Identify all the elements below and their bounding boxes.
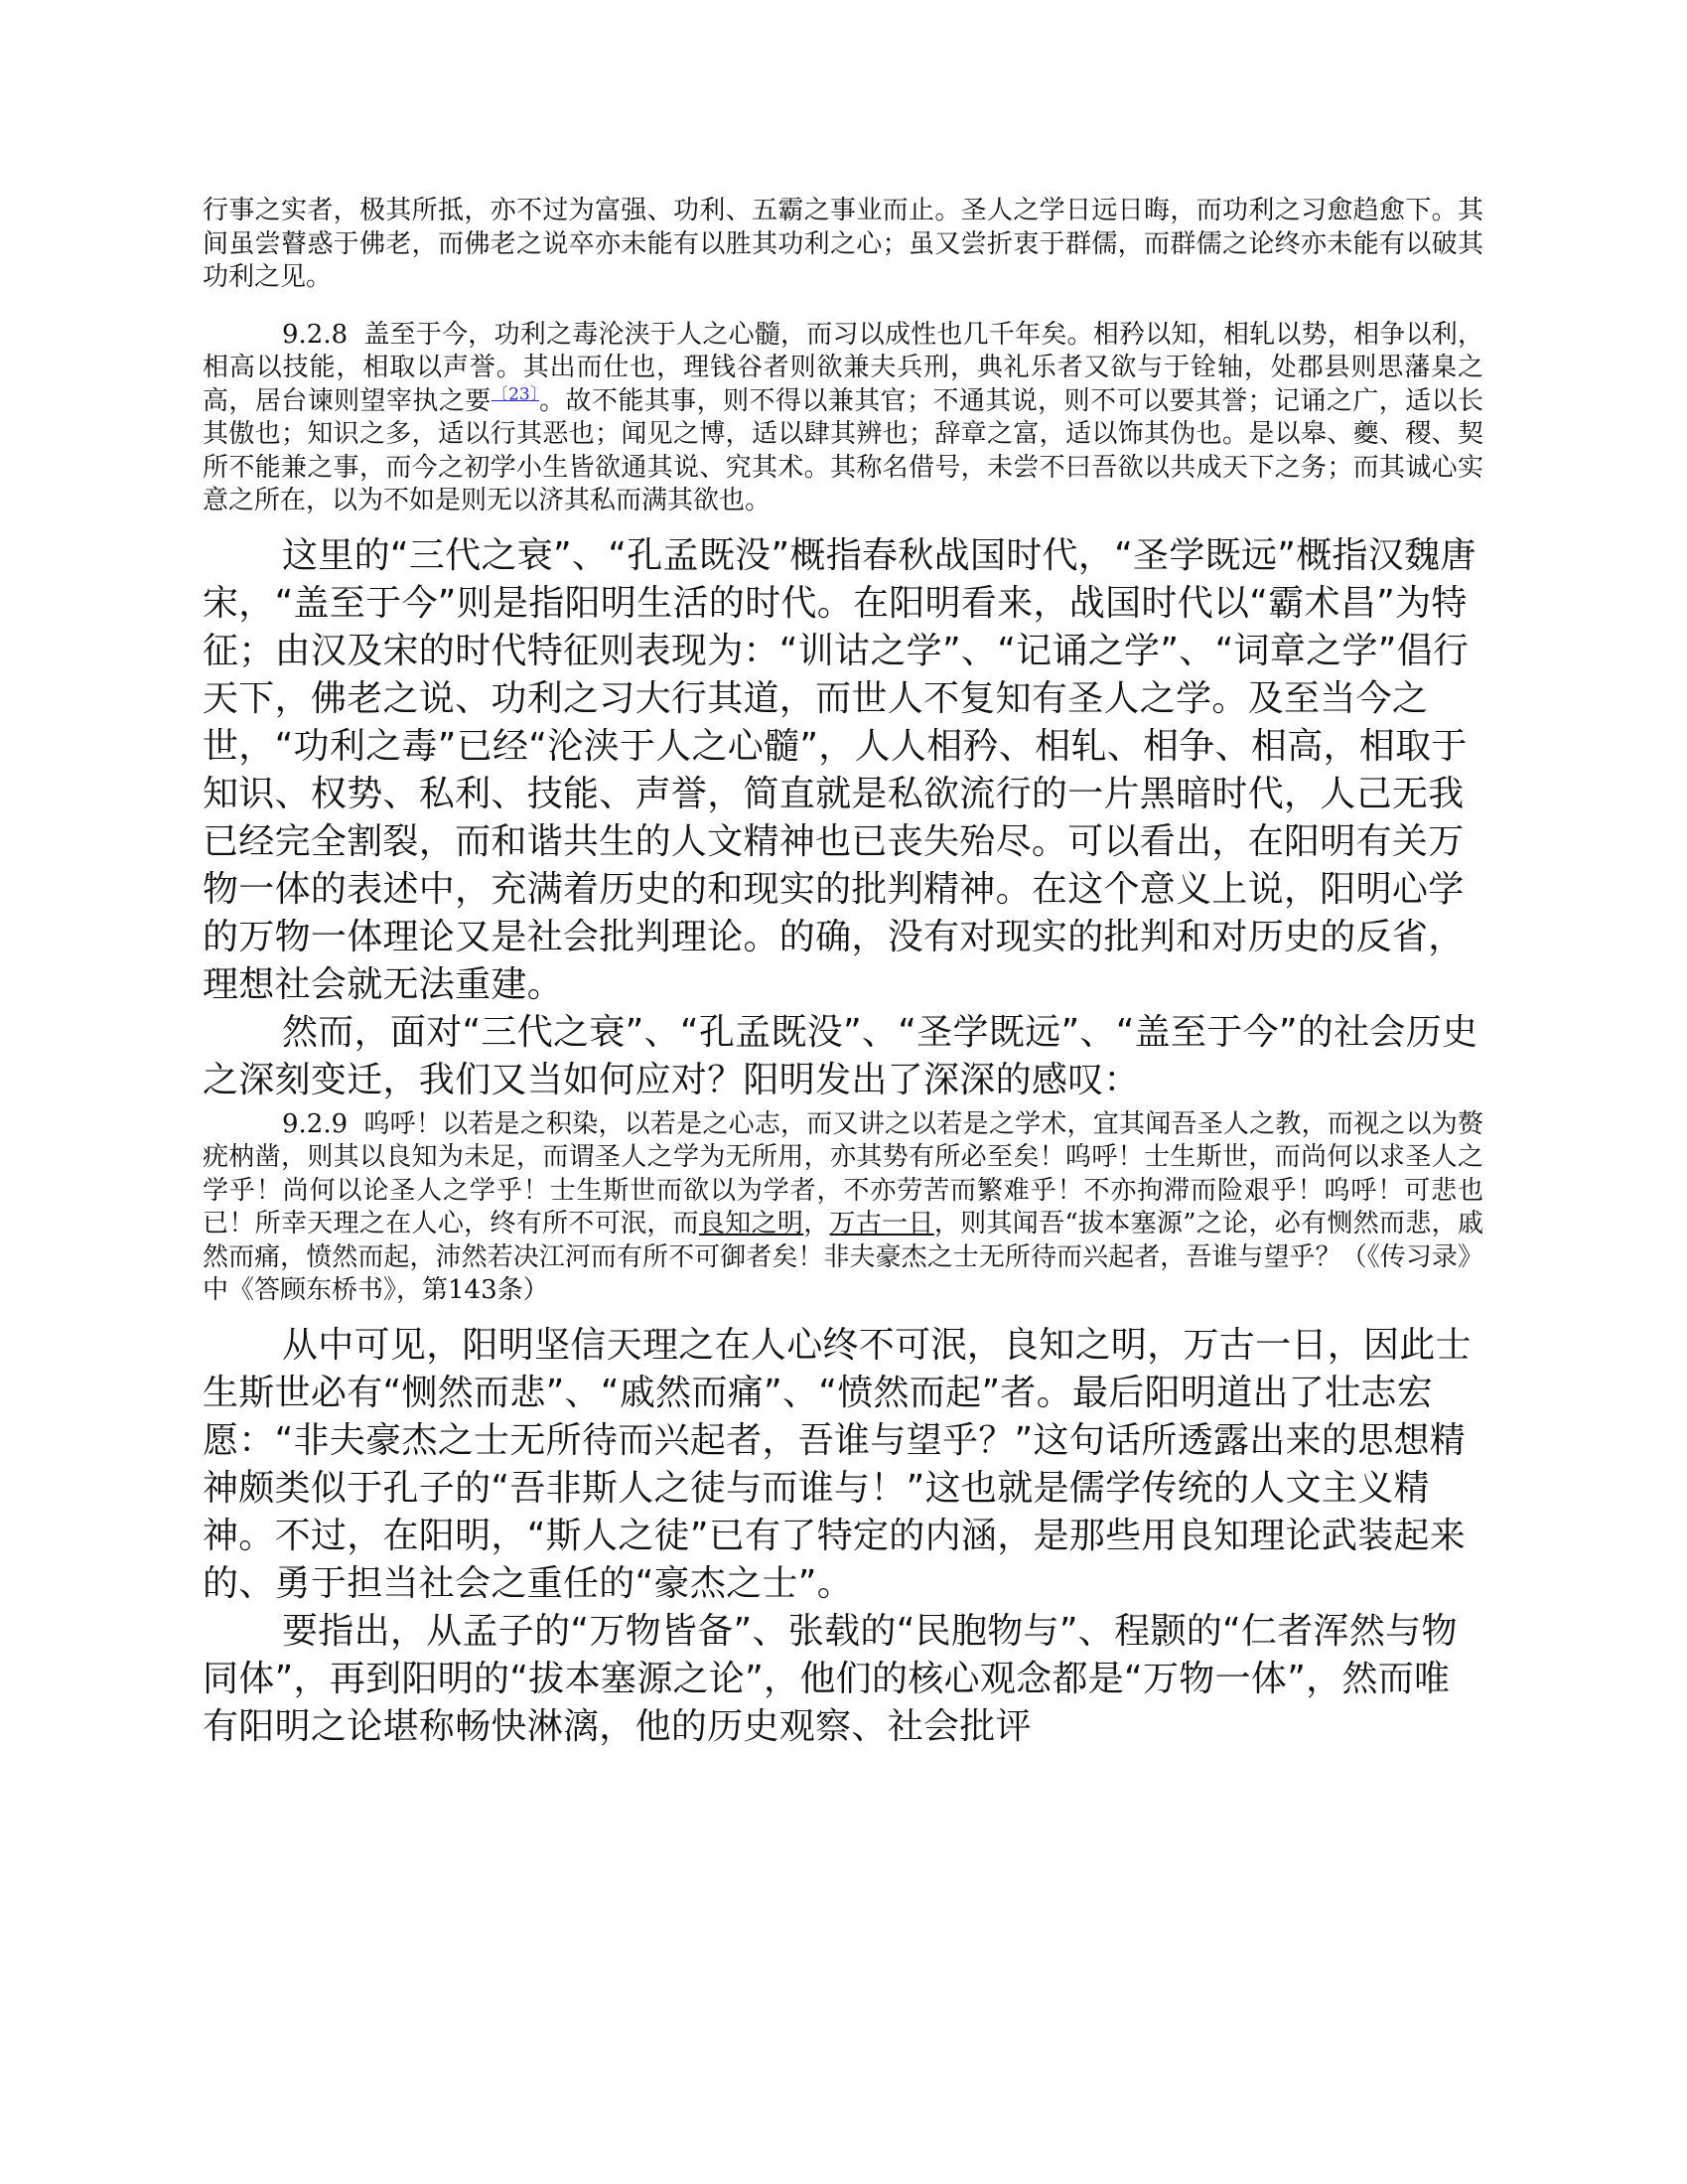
quote-text-continued: ，则其闻吾“拔本塞源”之论，必有恻然而悲，戚然而痛，愤然而起，沛然若决江河而有所不可御者矣！非夫豪杰之士无所待而兴起者，吾谁与望乎？（《传习录》中《答顾东桥书》，第143条） <box>203 1209 1483 1305</box>
paragraph-text: 这里的“三代之衰”、“孔孟既没”概指春秋战国时代，“圣学既远”概指汉魏唐宋，“盖至于今”则是指阳明生活的时代。在阳明看来，战国时代以“霸术昌”为特征；由汉及宋的时代特征则表现为：“训诂之学”、“记诵之学”、“词章之学”倡行天下，佛老之说、功利之习大行其道，而世人不复知有圣人之学。及至当今之世，“功利之毒”已经“沦浃于人之心髓”，人人相矜、相轧、相争、相高，相取于知识、权势、私利、技能、声誉，简直就是私欲流行的一片黑暗时代，人己无我已经完全割裂，而和谐共生的人文精神也已丧失殆尽。可以看出，在阳明有关万物一体的表述中，充满着历史的和现实的批判精神。在这个意义上说，阳明心学的万物一体理论又是社会批判理论。的确，没有对现实的批判和对历史的反省，理想社会就无法重建。 <box>203 534 1476 1005</box>
body-paragraph-1 <box>203 532 1483 1009</box>
paragraph-text: 从中可见，阳明坚信天理之在人心终不可泯，良知之明，万古一日，因此士生斯世必有“恻然而悲”、“戚然而痛”、“愤然而起”者。最后阳明道出了壮志宏愿：“非夫豪杰之士无所待而兴起者，吾谁与望乎？”这句话所透露出来的思想精神颇类似于孔子的“吾非斯人之徒与而谁与！”这也就是儒学传统的人文主义精神。不过，在阳明，“斯人之徒”已有了特定的内涵，是那些用良知理论武装起来的、勇于担当社会之重任的“豪杰之士”。 <box>203 1324 1472 1604</box>
footnote-link[interactable]: 〔23〕 <box>491 383 540 404</box>
quote-number: 9.2.9 <box>282 1108 349 1139</box>
body-paragraph-2 <box>203 1009 1483 1104</box>
quote-continuation <box>203 195 1483 295</box>
quote-continuation-text: 行事之实者，极其所抵，亦不过为富强、功利、五霸之事业而止。圣人之学日远日晦，而功利之习愈趋愈下。其间虽尝瞽惑于佛老，而佛老之说卒亦未能有以胜其功利之心；虽又尝折衷于群儒，而群儒之论终亦未能有以破其功利之见。 <box>203 196 1483 292</box>
underlined-phrase: 万古一日 <box>829 1209 934 1238</box>
paragraph-text: 要指出，从孟子的“万物皆备”、张载的“民胞物与”、程颢的“仁者浑然与物同体”，再到阳明的“拔本塞源之论”，他们的核心观念都是“万物一体”，然而唯有阳明之论堪称畅快淋漓，他的历史观察、社会批评 <box>203 1610 1458 1747</box>
quote-text-continued: 。故不能其事，则不得以兼其官；不通其说，则不可以要其誉；记诵之广，适以长其傲也；知识之多，适以行其恶也；闻见之博，适以肆其辨也；辞章之富，适以饰其伪也。是以皋、夔、稷、契所不能兼之事，而今之初学小生皆欲通其说、究其术。其称名借号，未尝不曰吾欲以共成天下之务；而其诚心实意之所在，以为不如是则无以济其私而满其欲也。 <box>203 385 1483 515</box>
quote-9-2-8 <box>203 319 1483 518</box>
quote-9-2-9 <box>203 1108 1483 1308</box>
quote-punctuation: ， <box>803 1209 830 1238</box>
quote-text: 呜呼！以若是之积染，以若是之心志，而又讲之以若是之学术，宜其闻吾圣人之教，而视之以为赘疣枘凿，则其以良知为未足，而谓圣人之学为无所用，亦其势有所必至矣！呜呼！士生斯世，而尚何以求圣人之学乎！尚何以论圣人之学乎！士生斯世而欲以为学者，不亦劳苦而繁难乎！不亦拘滞而险艰乎！呜呼！可悲也已！所幸天理之在人心，终有所不可泯，而 <box>203 1108 1483 1238</box>
paragraph-text: 然而，面对“三代之衰”、“孔孟既没”、“圣学既远”、“盖至于今”的社会历史之深刻变迁，我们又当如何应对？阳明发出了深深的感叹： <box>203 1011 1478 1100</box>
body-paragraph-4 <box>203 1608 1483 1751</box>
body-paragraph-3 <box>203 1322 1483 1608</box>
document-page <box>203 195 1483 1751</box>
quote-text: 盖至于今，功利之毒沦浃于人之心髓，而习以成性也几千年矣。相矜以知，相轧以势，相争以利，相高以技能，相取以声誉。其出而仕也，理钱谷者则欲兼夫兵刑，典礼乐者又欲与于铨轴，处郡县则思藩臬之高，居台谏则望宰执之要 <box>203 319 1483 416</box>
quote-number: 9.2.8 <box>282 319 349 350</box>
underlined-phrase: 良知之明 <box>698 1209 804 1238</box>
